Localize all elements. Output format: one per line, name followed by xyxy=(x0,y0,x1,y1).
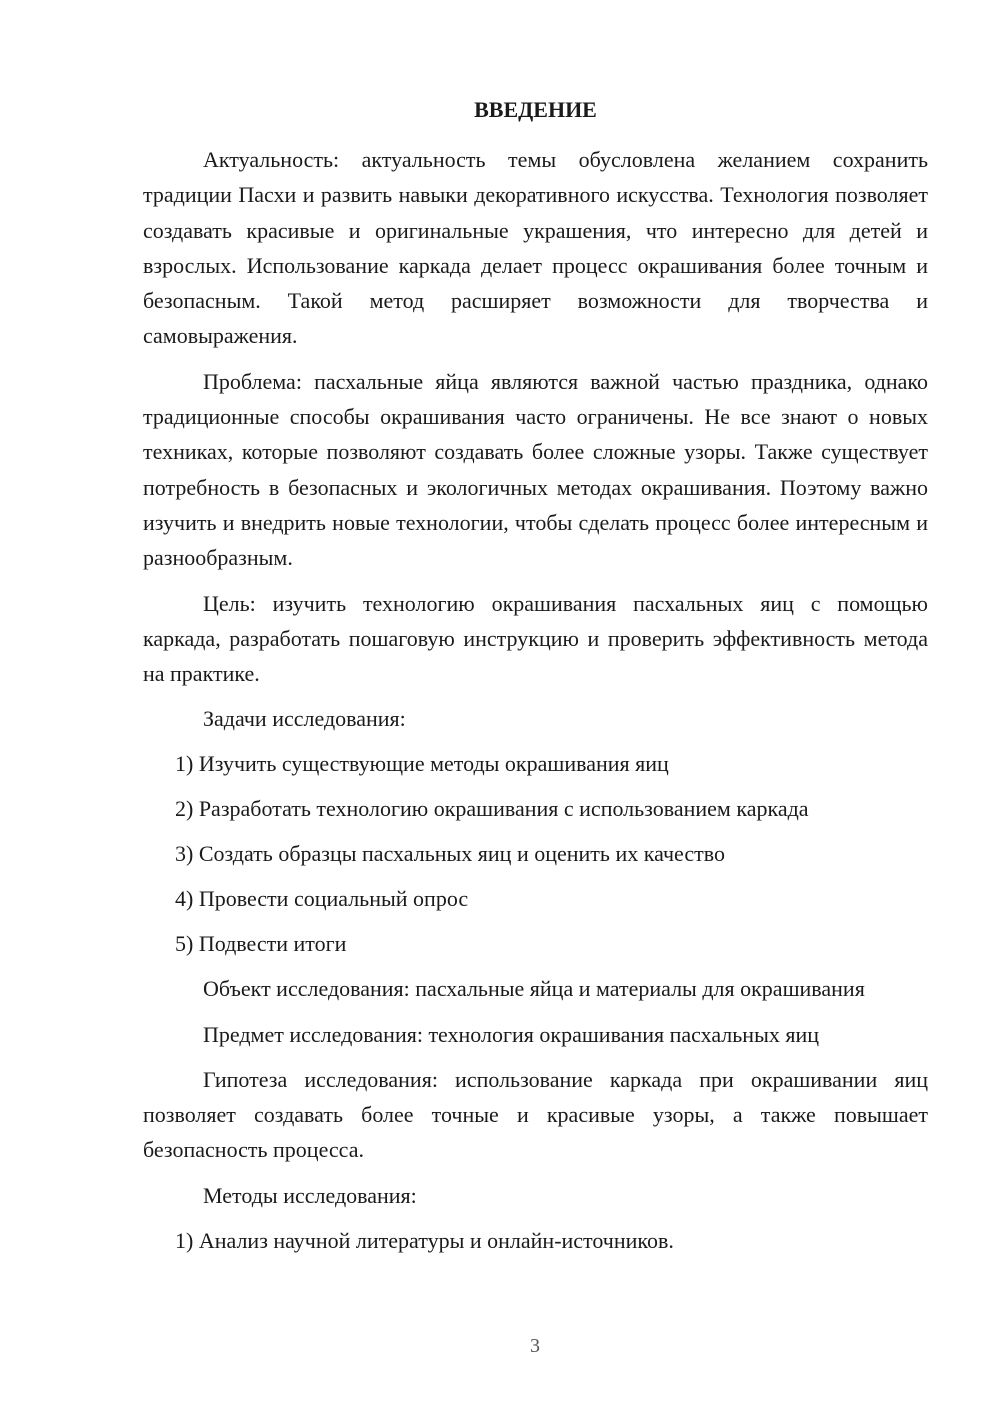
task-item-2: 2) Разработать технологию окрашивания с использованием каркада xyxy=(175,796,809,822)
object-paragraph: Объект исследования: пасхальные яйца и материалы для окрашивания xyxy=(203,976,865,1002)
page-number: 3 xyxy=(530,1335,540,1357)
hypothesis-paragraph: Гипотеза исследования: использование каркада при окрашивании яиц позволяет создавать более точные и красивые узоры, а также повышает безопасность процесса. xyxy=(143,1066,928,1163)
problem-paragraph: Проблема: пасхальные яйца являются важной частью праздника, однако традиционные способы окрашивания часто ограничены. Не все знают о новых техниках, которые позволяют создавать более сложные узоры. Также существует потребность в безопасных и экологичных методах окрашивания. Поэтому важно изучить и внедрить новые технологии, чтобы сделать процесс более интересным и разнообразным. xyxy=(143,368,928,571)
subject-paragraph: Предмет исследования: технология окрашивания пасхальных яиц xyxy=(203,1021,820,1047)
task-item-1: 1) Изучить существующие методы окрашивания яиц xyxy=(175,751,669,777)
page-title: ВВЕДЕНИЕ xyxy=(474,97,597,122)
task-item-4: 4) Провести социальный опрос xyxy=(175,886,469,912)
tasks-heading: Задачи исследования: xyxy=(203,706,406,732)
document-body xyxy=(143,142,928,1268)
goal-paragraph: Цель: изучить технологию окрашивания пасхальных яиц с помощью каркада, разработать пошаговую инструкцию и проверить эффективность метода на практике. xyxy=(143,590,928,687)
method-item-1: 1) Анализ научной литературы и онлайн-источников. xyxy=(175,1227,674,1253)
task-item-5: 5) Подвести итоги xyxy=(175,931,347,957)
task-item-3: 3) Создать образцы пасхальных яиц и оценить их качество xyxy=(175,841,725,867)
methods-heading: Методы исследования: xyxy=(203,1182,417,1208)
relevance-paragraph: Актуальность: актуальность темы обусловлена желанием сохранить традиции Пасхи и развить навыки декоративного искусства. Технология позволяет создавать красивые и оригинальные украшения, что интересно для детей и взрослых. Использование каркада делает процесс окрашивания более точным и безопасным. Такой метод расширяет возможности для творчества и самовыражения. xyxy=(143,147,928,349)
